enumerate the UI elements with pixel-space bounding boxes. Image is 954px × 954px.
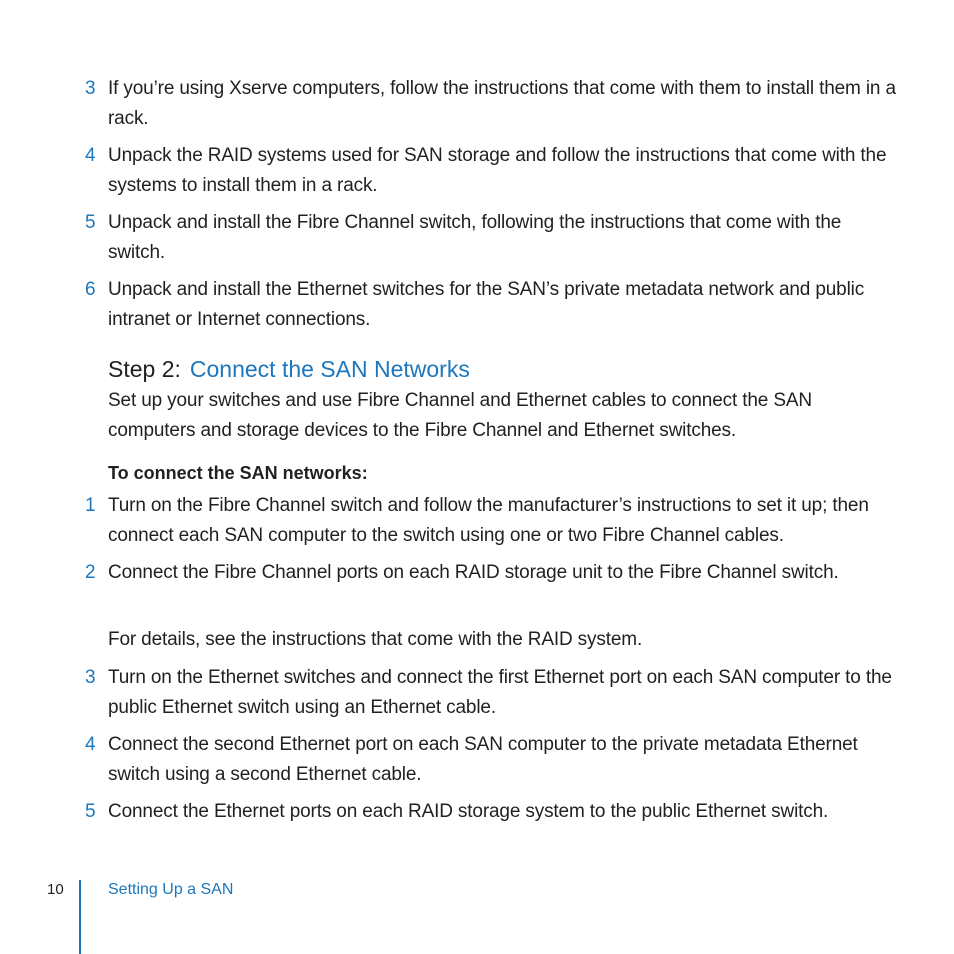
step-title: Connect the SAN Networks: [189, 356, 470, 382]
list-number: 4: [85, 734, 96, 755]
list-text: Unpack the RAID systems used for SAN storage and follow the instructions that come with the systems to install them in a rack.: [108, 145, 887, 196]
list-number: 1: [85, 495, 96, 516]
footer-divider: [79, 880, 81, 954]
list-number: 4: [85, 145, 96, 166]
list-number: 5: [85, 801, 96, 822]
list-number: 3: [85, 667, 96, 688]
list-number: 5: [85, 212, 96, 233]
footer-section-title: Setting Up a SAN: [108, 881, 234, 898]
procedure-heading: To connect the SAN networks:: [108, 463, 368, 483]
list-text: Connect the Ethernet ports on each RAID storage system to the public Ethernet switch.: [108, 801, 829, 822]
step-label: Step 2:: [108, 356, 181, 382]
list-number: 3: [85, 78, 96, 99]
procedure-note: For details, see the instructions that come with the RAID system.: [108, 629, 643, 650]
page-number: 10: [47, 881, 64, 898]
list-number: 6: [85, 279, 96, 300]
step-intro: Set up your switches and use Fibre Channel and Ethernet cables to connect the SAN computers and storage devices to the Fibre Channel and Ethernet switches.: [108, 390, 812, 441]
list-text: Unpack and install the Fibre Channel switch, following the instructions that come with the switch.: [108, 212, 842, 263]
list-text: Unpack and install the Ethernet switches for the SAN’s private metadata network and public intranet or Internet connections.: [108, 279, 865, 330]
list-text: Turn on the Ethernet switches and connect the first Ethernet port on each SAN computer to the public Ethernet switch using an Ethernet cable.: [108, 667, 892, 718]
step-heading: [108, 353, 470, 385]
list-text: Connect the second Ethernet port on each SAN computer to the private metadata Ethernet switch using a second Ethernet cable.: [108, 734, 858, 785]
list-text: Connect the Fibre Channel ports on each RAID storage unit to the Fibre Channel switch.: [108, 562, 839, 583]
list-text: If you’re using Xserve computers, follow the instructions that come with them to install them in a rack.: [108, 78, 896, 129]
list-text: Turn on the Fibre Channel switch and follow the manufacturer’s instructions to set it up; then connect each SAN computer to the switch using one or two Fibre Channel cables.: [108, 495, 869, 546]
list-number: 2: [85, 562, 96, 583]
